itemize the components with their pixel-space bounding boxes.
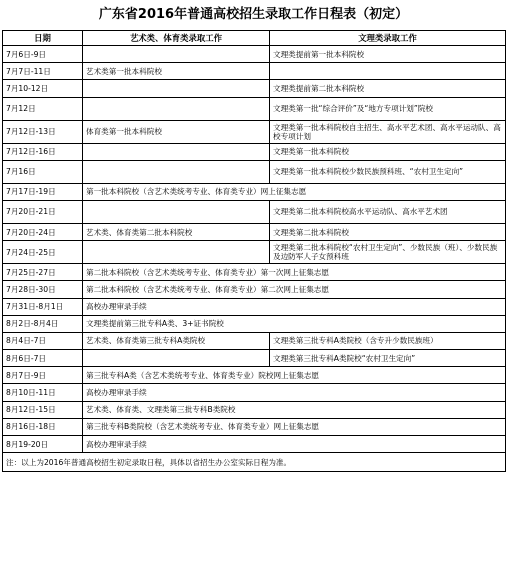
table-row (3, 367, 506, 384)
row-arts-task: 艺术类、体育类第三批专科A类院校 (83, 332, 270, 349)
row-date: 8月10日-11日 (3, 384, 83, 401)
row-general-task: 文理类第三批专科A类院校“农村卫生定向” (270, 350, 506, 367)
row-date: 8月16日-18日 (3, 418, 83, 435)
footnote: 注：以上为2016年普通高校招生初定录取日程，具体以省招生办公室实际日程为准。 (3, 453, 506, 472)
row-date: 7月20日-24日 (3, 223, 83, 240)
row-general-task: 文理类提前第二批本科院校 (270, 80, 506, 97)
table-row (3, 401, 506, 418)
header-date: 日期 (3, 31, 83, 46)
row-general-task: 文理类第一批本科院校少数民族预科班、“农村卫生定向” (270, 160, 506, 183)
row-date: 8月4日-7日 (3, 332, 83, 349)
row-date: 7月24日-25日 (3, 241, 83, 264)
table-header-row (3, 31, 506, 46)
row-arts-task (83, 160, 270, 183)
row-merged-task: 第三批专科B类院校（含艺术类统考专业、体育类专业）网上征集志愿 (83, 418, 506, 435)
row-general-task: 文理类第一批本科院校自主招生、高水平艺术团、高水平运动队、高校专项计划 (270, 120, 506, 143)
row-date: 7月31日-8月1日 (3, 298, 83, 315)
row-date: 8月2日-8月4日 (3, 315, 83, 332)
row-date: 7月7日-11日 (3, 63, 83, 80)
row-arts-task: 体育类第一批本科院校 (83, 120, 270, 143)
row-general-task (270, 63, 506, 80)
row-date: 7月17日-19日 (3, 183, 83, 200)
row-merged-task: 第二批本科院校（含艺术类统考专业、体育类专业）第二次网上征集志愿 (83, 281, 506, 298)
header-arts: 艺术类、体育类录取工作 (83, 31, 270, 46)
table-row (3, 63, 506, 80)
table-row (3, 223, 506, 240)
row-date: 7月12日-13日 (3, 120, 83, 143)
row-arts-task (83, 241, 270, 264)
row-general-task: 文理类第二批本科院校高水平运动队、高水平艺术团 (270, 200, 506, 223)
row-general-task: 文理类第三批专科A类院校（含专升少数民族班） (270, 332, 506, 349)
note-row (3, 453, 506, 472)
row-date: 8月6日-7日 (3, 350, 83, 367)
row-arts-task (83, 97, 270, 120)
row-date: 7月6日-9日 (3, 46, 83, 63)
row-arts-task (83, 80, 270, 97)
row-general-task: 文理类第一批“综合评价”及“地方专项计划”院校 (270, 97, 506, 120)
table-row (3, 436, 506, 453)
table-row (3, 97, 506, 120)
row-merged-task: 第二批本科院校（含艺术类统考专业、体育类专业）第一次网上征集志愿 (83, 264, 506, 281)
row-date: 8月7日-9日 (3, 367, 83, 384)
schedule-table (2, 30, 506, 472)
row-date: 7月28日-30日 (3, 281, 83, 298)
table-row (3, 200, 506, 223)
row-date: 7月20日-21日 (3, 200, 83, 223)
table-row (3, 46, 506, 63)
table-row (3, 418, 506, 435)
row-date: 7月12日 (3, 97, 83, 120)
table-row (3, 160, 506, 183)
table-row (3, 80, 506, 97)
row-arts-task (83, 350, 270, 367)
row-date: 8月19-20日 (3, 436, 83, 453)
table-row (3, 143, 506, 160)
row-general-task: 文理类第二批本科院校 (270, 223, 506, 240)
row-merged-task: 第一批本科院校（含艺术类统考专业、体育类专业）网上征集志愿 (83, 183, 506, 200)
row-date: 7月16日 (3, 160, 83, 183)
row-general-task: 文理类第一批本科院校 (270, 143, 506, 160)
header-general: 文理类录取工作 (270, 31, 506, 46)
row-arts-task (83, 200, 270, 223)
row-general-task: 文理类提前第一批本科院校 (270, 46, 506, 63)
row-date: 8月12日-15日 (3, 401, 83, 418)
row-arts-task: 艺术类第一批本科院校 (83, 63, 270, 80)
table-row (3, 298, 506, 315)
row-general-task: 文理类第二批本科院校“农村卫生定向”、少数民族（班）、少数民族及边防军人子女预科班 (270, 241, 506, 264)
table-row (3, 264, 506, 281)
row-arts-task (83, 46, 270, 63)
table-row (3, 332, 506, 349)
table-row (3, 315, 506, 332)
row-arts-task (83, 143, 270, 160)
table-row (3, 350, 506, 367)
page-title: 广东省2016年普通高校招生录取工作日程表（初定） (98, 7, 409, 22)
row-date: 7月12日-16日 (3, 143, 83, 160)
table-row (3, 384, 506, 401)
table-row (3, 241, 506, 264)
table-body (3, 46, 506, 453)
row-date: 7月25日-27日 (3, 264, 83, 281)
row-merged-task: 文理类提前第三批专科A类、3+证书院校 (83, 315, 506, 332)
row-merged-task: 第三批专科A类（含艺术类统考专业、体育类专业）院校网上征集志愿 (83, 367, 506, 384)
row-date: 7月10-12日 (3, 80, 83, 97)
row-arts-task: 艺术类、体育类第二批本科院校 (83, 223, 270, 240)
table-row (3, 120, 506, 143)
table-row (3, 281, 506, 298)
row-merged-task: 艺术类、体育类、文理类第三批专科B类院校 (83, 401, 506, 418)
row-merged-task: 高校办理审录手续 (83, 298, 506, 315)
row-merged-task: 高校办理审录手续 (83, 384, 506, 401)
row-merged-task: 高校办理审录手续 (83, 436, 506, 453)
table-row (3, 183, 506, 200)
